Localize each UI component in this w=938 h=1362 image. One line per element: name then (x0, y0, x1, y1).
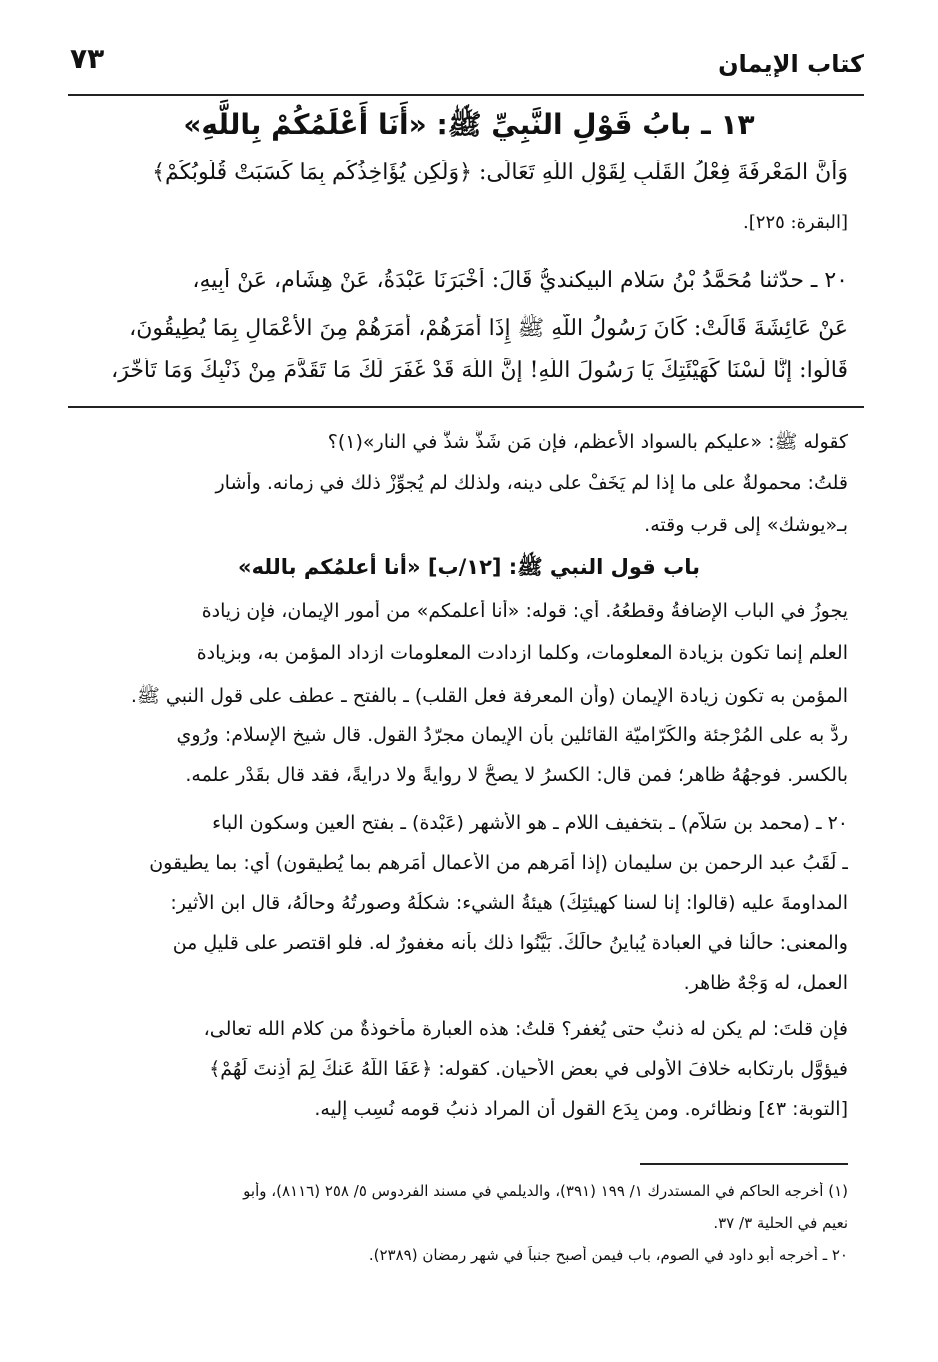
commentary-p3-line-1: ٢٠ ـ (محمد بن سَلاّم) ـ بتخفيف اللام ـ هو الأشهر (عَبْدة) ـ بفتح العين وسكون الباء (212, 812, 848, 834)
footnote-1-line-2: نعيم في الحلية ٣/ ٣٧. (713, 1214, 848, 1232)
commentary-p2-line-5: بالكسر. فوجهُهُ ظاهر؛ فمن قال: الكسرُ لا يصحُّ لا روايةً ولا درايةً، فقد قال بقَدْرِ علمه. (185, 764, 848, 786)
hadith-line-3: قَالُوا: إِنَّا لَسْنَا كَهَيْئَتِكَ يَا رَسُولَ اللَّهِ! إِنَّ اللَّهَ قَدْ غَفَرَ لَكَ مَا تَقَدَّمَ مِنْ ذَنْبِكَ وَمَا تَأَخَّرَ، (111, 358, 848, 383)
page-number: ٧٣ (70, 42, 105, 75)
chapter-heading: ١٣ ـ بابُ قَوْلِ النَّبِيِّ ﷺ: «أَنَا أَعْلَمُكُمْ بِاللَّهِ» (183, 108, 755, 141)
commentary-p2-line-3: المؤمن به تكون زيادة الإيمان (وأن المعرفة فعل القلب) ـ بالفتح ـ عطف على قول النبي ﷺ. (130, 685, 848, 707)
commentary-p3-line-2: ـ لَقَبُ عبد الرحمن بن سليمان (إذا أَمَرهم من الأعمال أَمَرهم بما يُطيقون) أي: بما يطيقون (149, 852, 848, 874)
commentary-p3-line-5: العمل، له وَجْهٌ ظاهر. (683, 972, 848, 994)
footnote-2: ٢٠ ـ أخرجه أبو داود في الصوم، باب فيمن أصبح جنباً في شهر رمضان (٢٣٨٩). (368, 1246, 848, 1264)
commentary-p1-line-1: كقوله ﷺ: «عليكم بالسواد الأعظم، فإن مَن شَذَّ شذَّ في النار»(١)؟ (327, 431, 848, 453)
commentary-p4-line-3: [التوبة: ٤٣] ونظائره. ومن بِدَعِ القول أن المراد ذنبُ قومه نُسِب إليه. (314, 1098, 848, 1120)
commentary-p2-line-1: يجوزُ في الباب الإضافةُ وقطعُهُ. أي: قوله: «أنا أعلمكم» من أمور الإيمان، فإن زيادة (201, 600, 848, 622)
running-header-title: كتاب الإيمان (718, 50, 864, 78)
footnote-1-line-1: (١) أخرجه الحاكم في المستدرك ١/ ١٩٩ (٣٩١)، والديلمي في مسند الفردوس ٥/ ٢٥٨ (٨١١٦)، وأبو (243, 1182, 848, 1200)
matn-line-1: وَأَنَّ المَعْرِفَةَ فِعْلُ القَلْبِ لِقَوْلِ اللَّهِ تَعَالَى: ﴿وَلَكِن يُؤَاخِذُكُم بِمَا كَسَبَتْ قُلُوبُكُمْ﴾ (152, 160, 848, 185)
commentary-p2-line-2: العلم إنما تكون بزيادة المعلومات، وكلما ازدادت المعلومات ازداد المؤمن به، وبزيادة (196, 642, 848, 664)
hadith-line-1: ٢٠ ـ حدّثنا مُحَمَّدُ بْنُ سَلام البيكنديُّ قَالَ: أَخْبَرَنَا عَبْدَةُ، عَنْ هِشَامٍ، عَنْ أَبِيهِ، (192, 268, 848, 293)
header-rule (68, 94, 864, 96)
footnote-rule (640, 1163, 848, 1165)
commentary-p2-line-4: ردٌّ به على المُرْجئة والكَرّاميّة القائلين بأن الإيمان مجرّدُ القول. قال شيخ الإسلام: ورُوي (176, 724, 848, 746)
commentary-p4-line-1: فإن قلتَ: لم يكن له ذنبٌ حتى يُغفر؟ قلتُ: هذه العبارة مأخوذةٌ من كلام الله تعالى، (203, 1018, 848, 1040)
commentary-p3-line-3: المداومةَ عليه (قالوا: إنا لسنا كهيئتِكَ) هيئةُ الشيء: شكلُهُ وصورتُهُ وحالُهُ، قال ابن الأثير: (170, 892, 848, 914)
commentary-sub-heading: باب قول النبي ﷺ: [١٢/ب] «أنا أعلمُكم بالله» (238, 555, 700, 579)
matn-commentary-divider (68, 406, 864, 408)
commentary-p3-line-4: والمعنى: حالُنا في العبادة يُباينُ حالَكَ. بَيَّنُوا ذلك بأنه مغفورٌ له. فلو اقتصر على قليلٍ من (172, 932, 848, 954)
matn-line-2: [البقرة: ٢٢٥]. (743, 212, 848, 233)
hadith-line-2: عَنْ عَائِشَةَ قَالَتْ: كَانَ رَسُولُ اللَّهِ ﷺ إِذَا أَمَرَهُمْ، أَمَرَهُمْ مِنَ الأَعْمَالِ بِمَا يُطِيقُونَ، (129, 316, 848, 341)
commentary-p1-line-3: بـ«يوشك» إلى قرب وقته. (644, 514, 848, 536)
commentary-p1-line-2: قلتُ: محمولةٌ على ما إذا لم يَخَفْ على دينه، ولذلك لم يُجوِّزْ ذلك في زمانه. وأشار (215, 472, 848, 494)
commentary-p4-line-2: فيؤوَّل بارتكابه خلافَ الأولى في بعض الأحيان. كقوله: ﴿عَفَا اللَّهُ عَنكَ لِمَ أَذِنتَ لَهُمْ﴾ (209, 1058, 848, 1080)
